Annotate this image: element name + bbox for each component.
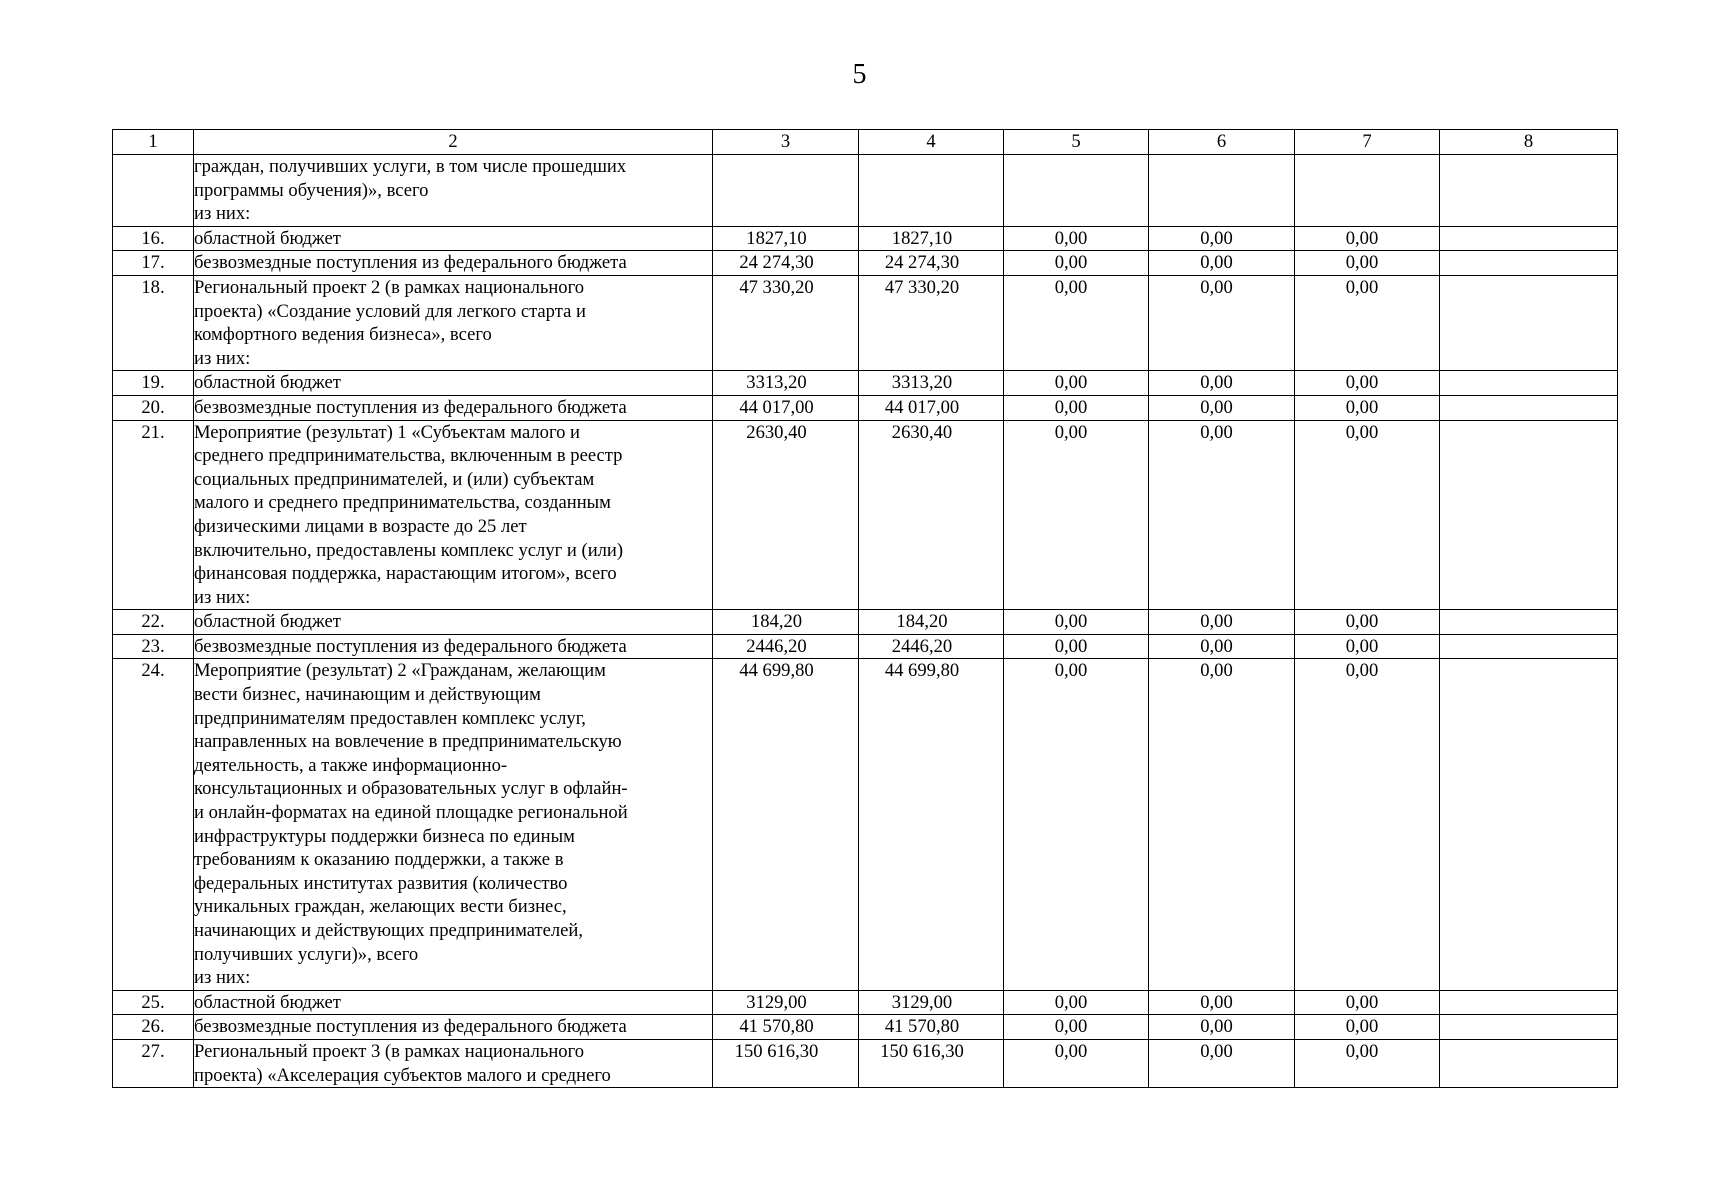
value-cell-c6: 0,00: [1149, 395, 1295, 420]
value-cell-c7: 0,00: [1295, 226, 1440, 251]
page-number: 5: [852, 59, 867, 90]
value-cell-c5: [1004, 155, 1149, 227]
budget-table: [112, 129, 1618, 1088]
table-row: [113, 155, 1618, 227]
row-description: Региональный проект 2 (в рамках национального проекта) «Создание условий для легкого старта и комфортного ведения бизнеса», всего из них:: [194, 275, 713, 370]
value-cell-c6: 0,00: [1149, 659, 1295, 990]
value-cell-c6: 0,00: [1149, 990, 1295, 1015]
value-cell-c5: 0,00: [1004, 634, 1149, 659]
value-cell-c6: 0,00: [1149, 634, 1295, 659]
value-cell-c5: 0,00: [1004, 1015, 1149, 1040]
value-cell-c4: 3129,00: [859, 990, 1004, 1015]
row-number: 20.: [113, 395, 194, 420]
row-number: 23.: [113, 634, 194, 659]
value-cell-c5: 0,00: [1004, 226, 1149, 251]
value-cell-c3: 2630,40: [713, 420, 859, 610]
table-row: [113, 990, 1618, 1015]
row-number: 25.: [113, 990, 194, 1015]
value-cell-c4: 1827,10: [859, 226, 1004, 251]
value-cell-c3: 184,20: [713, 610, 859, 635]
value-cell-c5: 0,00: [1004, 610, 1149, 635]
column-header-8: 8: [1440, 130, 1618, 155]
row-description: областной бюджет: [194, 371, 713, 396]
row-description: безвозмездные поступления из федерального бюджета: [194, 251, 713, 276]
value-cell-c8: [1440, 275, 1618, 370]
value-cell-c6: 0,00: [1149, 420, 1295, 610]
row-number: 24.: [113, 659, 194, 990]
value-cell-c6: 0,00: [1149, 610, 1295, 635]
value-cell-c6: [1149, 155, 1295, 227]
row-description: безвозмездные поступления из федерального бюджета: [194, 634, 713, 659]
value-cell-c7: 0,00: [1295, 634, 1440, 659]
row-description: Региональный проект 3 (в рамках национального проекта) «Акселерация субъектов малого и среднего: [194, 1039, 713, 1087]
column-header-4: 4: [859, 130, 1004, 155]
row-number: 26.: [113, 1015, 194, 1040]
value-cell-c7: 0,00: [1295, 395, 1440, 420]
table-row: [113, 610, 1618, 635]
row-description: Мероприятие (результат) 1 «Субъектам малого и среднего предпринимательства, включенным в реестр социальных предпринимателей, и (или) субъектам малого и среднего предпринимательства, созданным физическими лицами в возрасте до 25 лет включительно, предоставлены комплекс услуг и (или) финансовая поддержка, нарастающим итогом», всего из них:: [194, 420, 713, 610]
value-cell-c7: 0,00: [1295, 659, 1440, 990]
row-number: 19.: [113, 371, 194, 396]
value-cell-c7: [1295, 155, 1440, 227]
row-description: граждан, получивших услуги, в том числе прошедших программы обучения)», всего из них:: [194, 155, 713, 227]
value-cell-c7: 0,00: [1295, 275, 1440, 370]
value-cell-c3: 3313,20: [713, 371, 859, 396]
row-number: 18.: [113, 275, 194, 370]
value-cell-c7: 0,00: [1295, 251, 1440, 276]
table-row: [113, 251, 1618, 276]
value-cell-c6: 0,00: [1149, 1039, 1295, 1087]
value-cell-c8: [1440, 610, 1618, 635]
value-cell-c5: 0,00: [1004, 395, 1149, 420]
value-cell-c4: [859, 155, 1004, 227]
row-description: областной бюджет: [194, 990, 713, 1015]
table-row: [113, 275, 1618, 370]
row-description: областной бюджет: [194, 226, 713, 251]
table-header: [113, 130, 1618, 155]
value-cell-c7: 0,00: [1295, 1039, 1440, 1087]
value-cell-c4: 41 570,80: [859, 1015, 1004, 1040]
row-number: [113, 155, 194, 227]
value-cell-c4: 44 017,00: [859, 395, 1004, 420]
value-cell-c3: 41 570,80: [713, 1015, 859, 1040]
value-cell-c8: [1440, 1015, 1618, 1040]
value-cell-c8: [1440, 395, 1618, 420]
row-number: 17.: [113, 251, 194, 276]
value-cell-c8: [1440, 371, 1618, 396]
row-number: 22.: [113, 610, 194, 635]
value-cell-c7: 0,00: [1295, 610, 1440, 635]
column-header-7: 7: [1295, 130, 1440, 155]
value-cell-c3: 150 616,30: [713, 1039, 859, 1087]
table-row: [113, 659, 1618, 990]
value-cell-c3: 47 330,20: [713, 275, 859, 370]
value-cell-c8: [1440, 226, 1618, 251]
value-cell-c3: [713, 155, 859, 227]
value-cell-c8: [1440, 990, 1618, 1015]
row-description: Мероприятие (результат) 2 «Гражданам, желающим вести бизнес, начинающим и действующим предпринимателям предоставлен комплекс услуг, направленных на вовлечение в предпринимательскую деятельность, а также информационно- консультационных и образовательных услуг в офлайн- и онлайн-форматах на единой площадке региональной инфраструктуры поддержки бизнеса по единым требованиям к оказанию поддержки, а также в федеральных институтах развития (количество уникальных граждан, желающих вести бизнес, начинающих и действующих предпринимателей, получивших услуги)», всего из них:: [194, 659, 713, 990]
value-cell-c5: 0,00: [1004, 275, 1149, 370]
value-cell-c8: [1440, 155, 1618, 227]
column-header-5: 5: [1004, 130, 1149, 155]
table-row: [113, 1015, 1618, 1040]
table-row: [113, 1039, 1618, 1087]
value-cell-c6: 0,00: [1149, 371, 1295, 396]
row-description: безвозмездные поступления из федерального бюджета: [194, 1015, 713, 1040]
value-cell-c4: 44 699,80: [859, 659, 1004, 990]
table-row: [113, 420, 1618, 610]
column-header-3: 3: [713, 130, 859, 155]
value-cell-c5: 0,00: [1004, 371, 1149, 396]
header-row: [113, 130, 1618, 155]
value-cell-c7: 0,00: [1295, 1015, 1440, 1040]
value-cell-c6: 0,00: [1149, 251, 1295, 276]
row-number: 16.: [113, 226, 194, 251]
value-cell-c6: 0,00: [1149, 1015, 1295, 1040]
value-cell-c5: 0,00: [1004, 1039, 1149, 1087]
value-cell-c4: 2446,20: [859, 634, 1004, 659]
value-cell-c5: 0,00: [1004, 420, 1149, 610]
row-description: областной бюджет: [194, 610, 713, 635]
value-cell-c7: 0,00: [1295, 990, 1440, 1015]
value-cell-c5: 0,00: [1004, 251, 1149, 276]
value-cell-c7: 0,00: [1295, 420, 1440, 610]
value-cell-c8: [1440, 420, 1618, 610]
value-cell-c8: [1440, 634, 1618, 659]
value-cell-c6: 0,00: [1149, 226, 1295, 251]
value-cell-c4: 150 616,30: [859, 1039, 1004, 1087]
row-number: 27.: [113, 1039, 194, 1087]
value-cell-c8: [1440, 659, 1618, 990]
value-cell-c4: 24 274,30: [859, 251, 1004, 276]
value-cell-c7: 0,00: [1295, 371, 1440, 396]
table-row: [113, 634, 1618, 659]
table-body: [113, 155, 1618, 1088]
value-cell-c3: 44 017,00: [713, 395, 859, 420]
value-cell-c4: 3313,20: [859, 371, 1004, 396]
column-header-2: 2: [194, 130, 713, 155]
table-row: [113, 371, 1618, 396]
value-cell-c4: 184,20: [859, 610, 1004, 635]
row-number: 21.: [113, 420, 194, 610]
value-cell-c8: [1440, 1039, 1618, 1087]
value-cell-c4: 47 330,20: [859, 275, 1004, 370]
value-cell-c5: 0,00: [1004, 990, 1149, 1015]
value-cell-c3: 44 699,80: [713, 659, 859, 990]
value-cell-c8: [1440, 251, 1618, 276]
value-cell-c3: 24 274,30: [713, 251, 859, 276]
column-header-1: 1: [113, 130, 194, 155]
table-row: [113, 226, 1618, 251]
value-cell-c3: 2446,20: [713, 634, 859, 659]
value-cell-c4: 2630,40: [859, 420, 1004, 610]
value-cell-c5: 0,00: [1004, 659, 1149, 990]
value-cell-c6: 0,00: [1149, 275, 1295, 370]
column-header-6: 6: [1149, 130, 1295, 155]
row-description: безвозмездные поступления из федерального бюджета: [194, 395, 713, 420]
value-cell-c3: 3129,00: [713, 990, 859, 1015]
value-cell-c3: 1827,10: [713, 226, 859, 251]
table-row: [113, 395, 1618, 420]
